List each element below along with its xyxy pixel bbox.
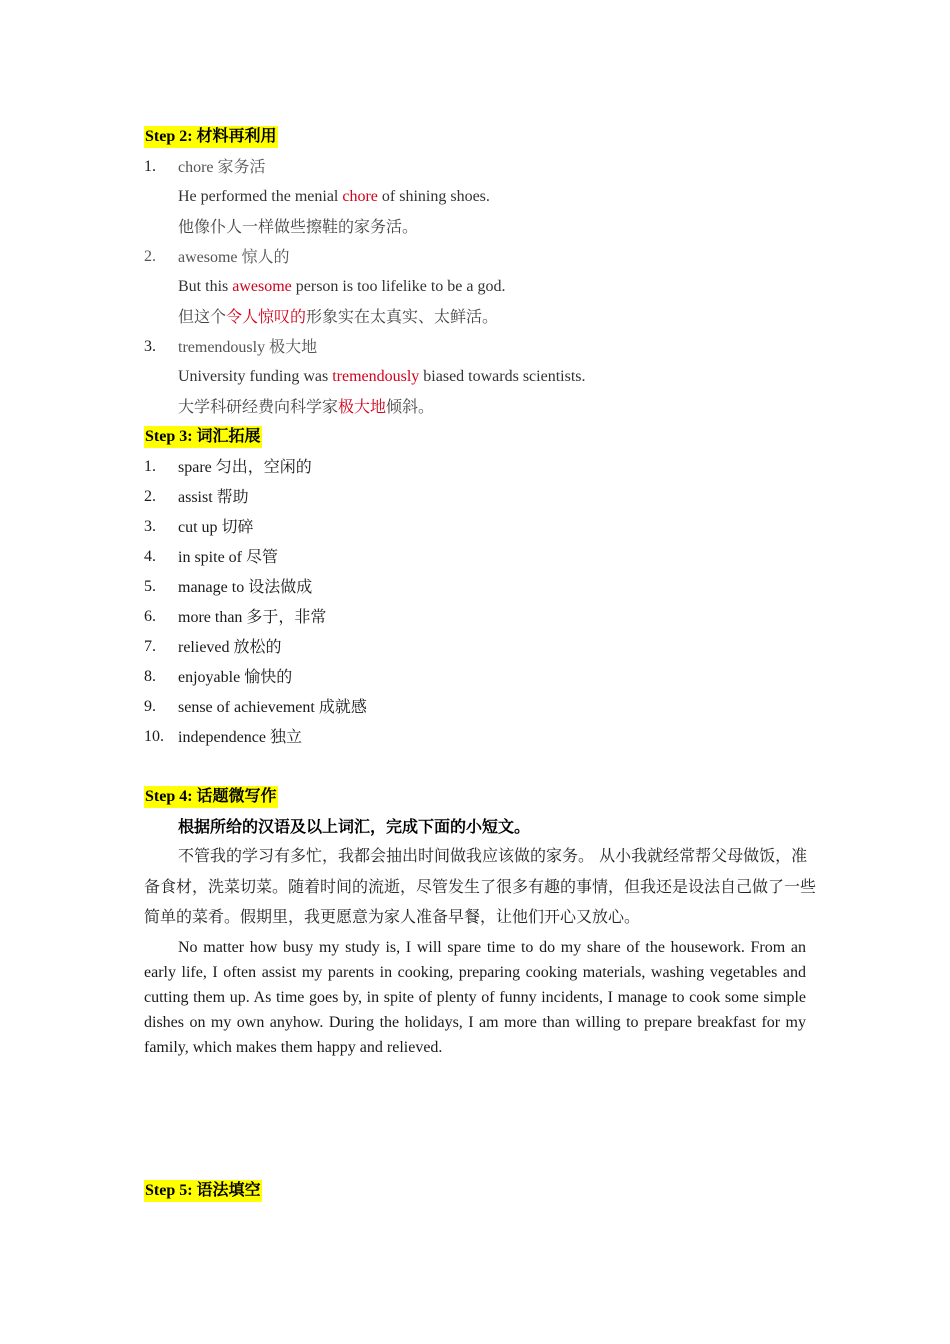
vocab-meaning: 匀出，空闲的: [215, 457, 312, 476]
step5-heading: Step 5: 语法填空: [144, 1180, 262, 1202]
vocab-word: sense of achievement: [178, 699, 315, 716]
item-number: 8.: [144, 668, 156, 685]
vocab-meaning: 尽管: [246, 547, 279, 566]
sentence-part: 但这个: [178, 307, 227, 326]
vocab-meaning: 设法做成: [248, 577, 313, 596]
key-word-highlight: tremendously: [332, 368, 420, 385]
vocab-word: awesome: [178, 249, 238, 266]
example-sentence-cn: [178, 306, 498, 328]
sentence-part: 形象实在太真实、太鲜活。: [306, 307, 499, 326]
item-number: 6.: [144, 608, 156, 625]
vocab-word: independence: [178, 729, 266, 746]
vocab-entry: [178, 336, 317, 359]
vocab-word: in spite of: [178, 549, 242, 566]
vocab-meaning: 切碎: [221, 517, 254, 536]
example-sentence-cn: [178, 396, 434, 418]
vocab-meaning: 成就感: [318, 697, 367, 716]
english-paragraph: No matter how busy my study is, I will spare time to do my share of the housework. From an early life, I often assist my parents in cooking, preparing cooking materials, washing vegetables and cutting them up. As time goes by, in spite of plenty of funny incidents, I manage to cook some simple dishes on my own anyhow. During the holidays, I am more than willing to prepare breakfast for my family, which makes them happy and relieved.: [144, 939, 806, 1056]
vocab-word: cut up: [178, 519, 218, 536]
item-number: 3.: [144, 338, 156, 355]
vocab-word: relieved: [178, 639, 230, 656]
vocab-word: more than: [178, 609, 243, 626]
vocab-word: spare: [178, 459, 212, 476]
vocab-word: enjoyable: [178, 669, 241, 686]
vocab-entry: [178, 456, 312, 479]
item-number: 3.: [144, 518, 156, 535]
sentence-part: 倾斜。: [386, 397, 435, 416]
vocab-word: tremendously: [178, 339, 266, 356]
item-number: 5.: [144, 578, 156, 595]
vocab-entry: [178, 606, 326, 629]
vocab-meaning: 愉快的: [244, 667, 293, 686]
key-word-highlight: chore: [342, 188, 378, 205]
step4-heading: Step 4: 话题微写作: [144, 786, 278, 808]
sentence-part: of shining shoes.: [377, 188, 490, 205]
item-number: 10.: [144, 728, 164, 745]
key-word-highlight: 极大地: [338, 397, 387, 416]
writing-instruction: 根据所给的汉语及以上词汇，完成下面的小短文。: [178, 817, 531, 836]
key-word-highlight: 令人惊叹的: [226, 307, 307, 326]
sentence-part: 他像仆人一样做些擦鞋的家务活。: [178, 217, 419, 236]
vocab-entry: [178, 726, 302, 749]
sentence-part: person is too lifelike to be a god.: [291, 278, 506, 295]
item-number: 4.: [144, 548, 156, 565]
sentence-part: biased towards scientists.: [419, 368, 586, 385]
vocab-meaning: 多于，非常: [246, 607, 327, 626]
example-sentence-en: [178, 276, 506, 298]
sentence-part: But this: [178, 278, 233, 295]
step2-heading: Step 2: 材料再利用: [144, 126, 278, 148]
item-number: 9.: [144, 698, 156, 715]
item-number: 2.: [144, 488, 156, 505]
vocab-entry: [178, 576, 312, 599]
example-sentence-en: [178, 186, 490, 208]
vocab-word: assist: [178, 489, 213, 506]
item-number: 7.: [144, 638, 156, 655]
vocab-meaning: 惊人的: [241, 247, 290, 266]
vocab-meaning: 放松的: [233, 637, 282, 656]
vocab-meaning: 独立: [269, 727, 302, 746]
vocab-entry: [178, 516, 254, 539]
sentence-part: University funding was: [178, 368, 333, 385]
vocab-meaning: 帮助: [216, 487, 249, 506]
sentence-part: He performed the menial: [178, 188, 343, 205]
vocab-entry: [178, 666, 292, 689]
vocab-entry: [178, 636, 282, 659]
item-number: 2.: [144, 248, 156, 265]
vocab-entry: [178, 246, 290, 269]
vocab-entry: [178, 546, 278, 569]
vocab-entry: [178, 156, 266, 179]
item-number: 1.: [144, 158, 156, 175]
key-word-highlight: awesome: [232, 278, 292, 295]
vocab-word: manage to: [178, 579, 245, 596]
example-sentence-en: [178, 366, 586, 388]
chinese-paragraph: 不管我的学习有多忙，我都会抽出时间做我应该做的家务。 从小我就经常帮父母做饭，准备食材，洗菜切菜。随着时间的流逝，尽管发生了很多有趣的事情，但我还是设法自己做了一些简单的菜肴。假期里，我更愿意为家人准备早餐，让他们开心又放心。: [144, 846, 817, 926]
vocab-entry: [178, 486, 249, 509]
vocab-word: chore: [178, 159, 214, 176]
step3-heading: Step 3: 词汇拓展: [144, 426, 262, 448]
sentence-part: 大学科研经费向科学家: [178, 397, 339, 416]
example-sentence-cn: [178, 216, 418, 238]
vocab-meaning: 家务活: [217, 157, 266, 176]
vocab-entry: [178, 696, 367, 719]
item-number: 1.: [144, 458, 156, 475]
vocab-meaning: 极大地: [269, 337, 318, 356]
